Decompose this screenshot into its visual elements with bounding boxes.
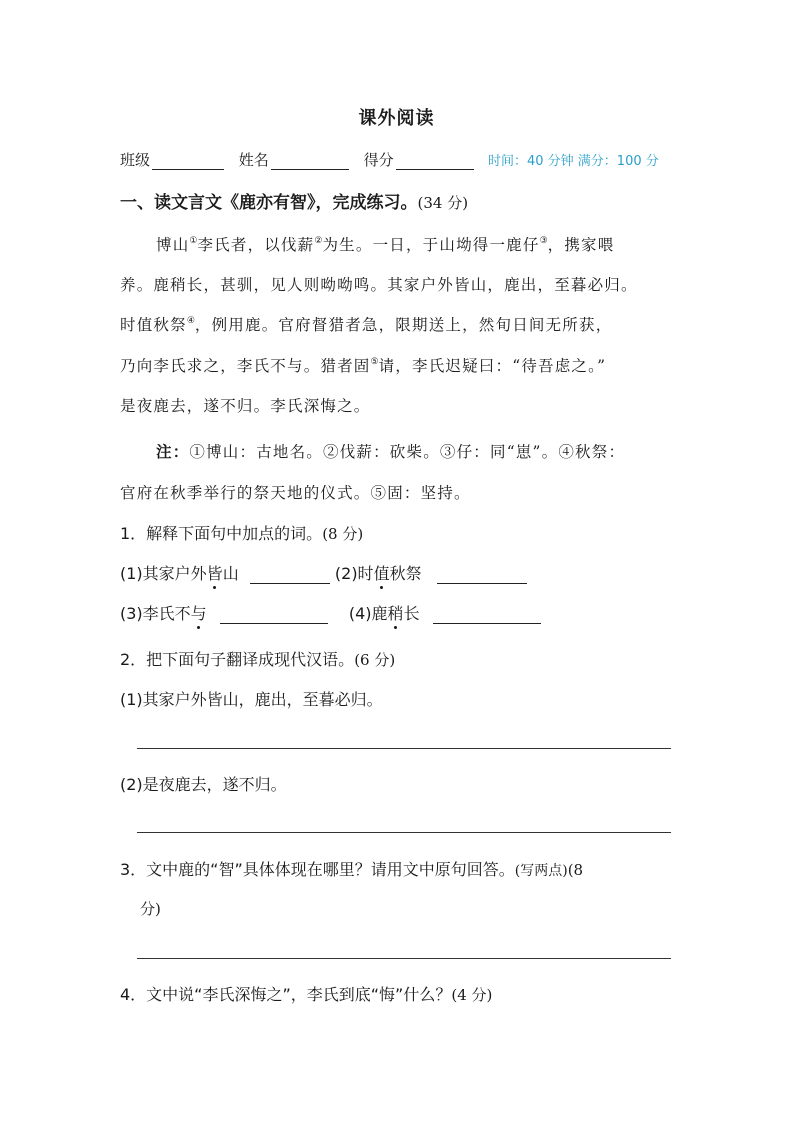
item-text: (4)鹿 bbox=[348, 604, 388, 623]
dotted-word: 皆 bbox=[206, 564, 223, 583]
question-points: (6 分) bbox=[354, 651, 396, 669]
question-text: 3．文中鹿的“智”具体体现在哪里？请用文中原句回答。 bbox=[120, 860, 515, 879]
footnote-marker: ⑤ bbox=[370, 357, 379, 367]
notes-label: 注： bbox=[156, 443, 190, 461]
footnote-marker: ① bbox=[189, 236, 198, 246]
answer-blank-4[interactable] bbox=[433, 606, 541, 624]
section-score: (34 分) bbox=[417, 194, 469, 212]
question-2-sentence-2: (2)是夜鹿去，遂不归。 bbox=[120, 775, 287, 794]
answer-blank-3[interactable] bbox=[220, 606, 328, 624]
answer-line-q2-1[interactable] bbox=[137, 748, 671, 749]
passage-line-4 bbox=[120, 354, 606, 376]
question-3 bbox=[120, 857, 583, 880]
question-points: 分) bbox=[140, 900, 161, 918]
passage-text: ，例用鹿。官府督猎者急，限期送上，然旬日间无所获， bbox=[194, 316, 613, 334]
time-and-score-info: 时间：40 分钟 满分：100 分 bbox=[488, 154, 659, 169]
name-field[interactable] bbox=[271, 153, 349, 170]
item-text: (2)时 bbox=[334, 564, 374, 583]
question-2 bbox=[120, 647, 395, 670]
notes-line-1 bbox=[156, 440, 625, 462]
passage-text: 请，李氏迟疑曰：“待吾虑之。” bbox=[378, 357, 607, 375]
score-label: 得分 bbox=[363, 151, 394, 169]
student-info-row bbox=[120, 149, 484, 170]
footnote-marker: ④ bbox=[186, 316, 195, 326]
question-1-row-2 bbox=[120, 601, 541, 624]
passage-line-2: 养。鹿稍长，甚驯，见人则呦呦鸣。其家户外皆山，鹿出，至暮必归。 bbox=[120, 276, 638, 294]
item-text: 长 bbox=[403, 604, 420, 623]
question-points: (8 分) bbox=[322, 525, 364, 543]
item-text: 山 bbox=[222, 564, 239, 583]
question-1-row-1 bbox=[120, 561, 527, 584]
passage-line-3 bbox=[120, 313, 612, 335]
footnote-marker: ③ bbox=[539, 236, 548, 246]
class-label: 班级 bbox=[120, 151, 151, 169]
item-text: 秋祭 bbox=[389, 564, 422, 583]
question-text: 1．解释下面句中加点的词。 bbox=[120, 524, 323, 543]
passage-line-1 bbox=[156, 233, 614, 255]
notes-line-2: 官府在秋季举行的祭天地的仪式。⑤固：坚持。 bbox=[120, 484, 471, 502]
answer-blank-2[interactable] bbox=[437, 566, 527, 584]
dotted-word: 稍 bbox=[387, 604, 404, 623]
answer-blank-1[interactable] bbox=[250, 566, 330, 584]
question-1 bbox=[120, 521, 363, 544]
passage-text: 博山 bbox=[156, 236, 190, 254]
section-title: 一、读文言文《鹿亦有智》，完成练习。 bbox=[120, 193, 418, 213]
passage-text: ，携家喂 bbox=[547, 236, 615, 254]
dotted-word: 与 bbox=[190, 604, 207, 623]
dotted-word: 值 bbox=[373, 564, 390, 583]
question-text: 4．文中说“李氏深悔之”，李氏到底“悔”什么？ bbox=[120, 985, 452, 1004]
question-2-sentence-1: (1)其家户外皆山，鹿出，至暮必归。 bbox=[120, 690, 383, 709]
class-field[interactable] bbox=[152, 153, 224, 170]
passage-text: 李氏者，以伐薪 bbox=[197, 236, 315, 254]
answer-line-q2-2[interactable] bbox=[137, 832, 671, 833]
passage-line-5: 是夜鹿去，遂不归。李氏深悔之。 bbox=[120, 397, 371, 415]
passage-text: 乃向李氏求之，李氏不与。猎者固 bbox=[120, 357, 371, 375]
footnote-marker: ② bbox=[314, 236, 323, 246]
question-text: 2．把下面句子翻译成现代汉语。 bbox=[120, 650, 355, 669]
passage-text: 时值秋祭 bbox=[120, 316, 187, 334]
item-text: (3)李氏不 bbox=[120, 604, 191, 623]
page-title: 课外阅读 bbox=[358, 108, 435, 129]
question-note: (写两点) bbox=[514, 863, 568, 879]
score-field[interactable] bbox=[396, 153, 474, 170]
question-points: (4 分) bbox=[451, 986, 493, 1004]
section-heading bbox=[120, 188, 468, 213]
question-3-points-cont bbox=[140, 898, 161, 919]
notes-text: ①博山：古地名。②伐薪：砍柴。③仔：同“崽”。④秋祭： bbox=[189, 443, 626, 461]
item-text: (1)其家户外 bbox=[120, 564, 207, 583]
question-points: (8 bbox=[567, 861, 584, 879]
name-label: 姓名 bbox=[238, 151, 269, 169]
passage-text: 为生。一日，于山坳得一鹿仔 bbox=[322, 236, 540, 254]
question-4 bbox=[120, 982, 492, 1005]
answer-line-q3[interactable] bbox=[137, 958, 671, 959]
